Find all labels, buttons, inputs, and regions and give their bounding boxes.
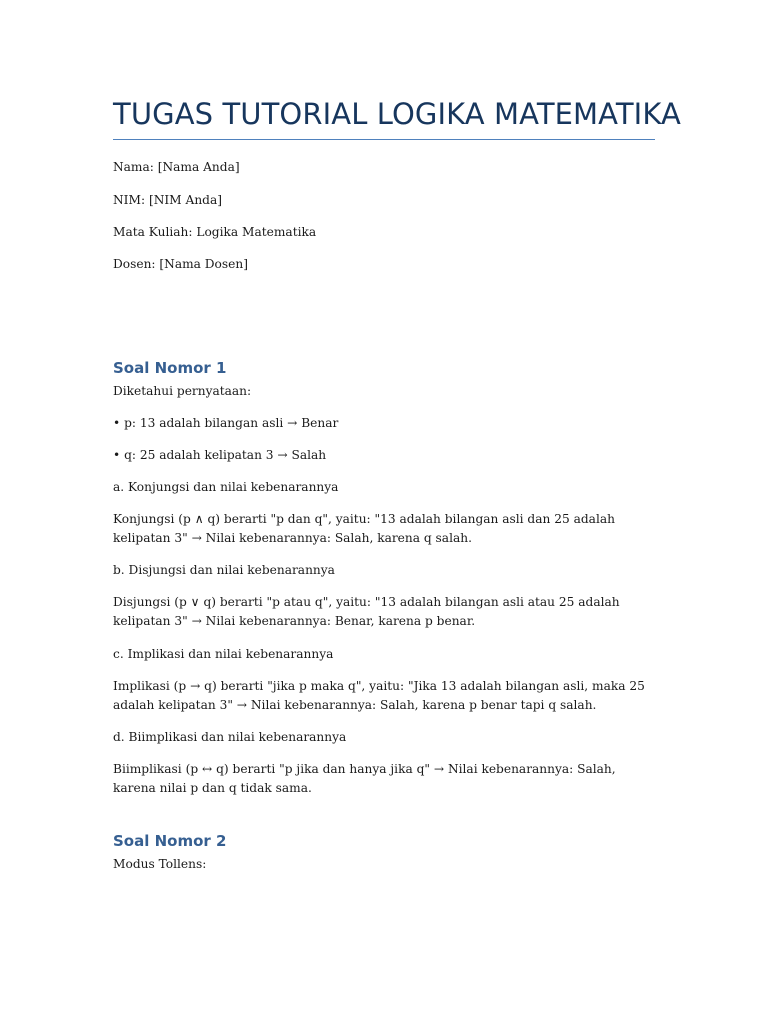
part-b-text: Disjungsi (p ∨ q) berarti "p atau q", yaitu: "13 adalah bilangan asli atau 25 adalah kelipatan 3" → Nilai kebenarannya: Benar, karena p benar. (113, 595, 620, 628)
part-d-label: d. Biimplikasi dan nilai kebenarannya (113, 730, 347, 744)
part-a-label: a. Konjungsi dan nilai kebenarannya (113, 480, 339, 494)
part-a-text: Konjungsi (p ∧ q) berarti "p dan q", yaitu: "13 adalah bilangan asli dan 25 adalah kelipatan 3" → Nilai kebenarannya: Salah, karena q salah. (113, 512, 615, 545)
part-b-label: b. Disjungsi dan nilai kebenarannya (113, 563, 335, 577)
soal-1-intro: Diketahui pernyataan: (113, 384, 252, 398)
part-c-label: c. Implikasi dan nilai kebenarannya (113, 647, 334, 661)
bullet-q: • q: 25 adalah kelipatan 3 → Salah (113, 448, 327, 462)
soal-2-heading: Soal Nomor 2 (113, 832, 227, 850)
part-c-text: Implikasi (p → q) berarti "jika p maka q", yaitu: "Jika 13 adalah bilangan asli, maka 25 adalah kelipatan 3" → Nilai kebenarannya: Salah, karena p benar tapi q salah. (113, 679, 645, 712)
nama-field: Nama: [Nama Anda] (113, 160, 240, 174)
document-title: TUGAS TUTORIAL LOGIKA MATEMATIKA (113, 97, 681, 131)
bullet-p: • p: 13 adalah bilangan asli → Benar (113, 416, 339, 430)
soal-1-heading: Soal Nomor 1 (113, 359, 227, 377)
soal-2-intro: Modus Tollens: (113, 857, 207, 871)
dosen-field: Dosen: [Nama Dosen] (113, 257, 248, 271)
title-underline (113, 139, 655, 140)
part-d-text: Biimplikasi (p ↔ q) berarti "p jika dan hanya jika q" → Nilai kebenarannya: Salah, karena nilai p dan q tidak sama. (113, 762, 616, 795)
mata-kuliah-field: Mata Kuliah: Logika Matematika (113, 225, 317, 239)
nim-field: NIM: [NIM Anda] (113, 193, 222, 207)
